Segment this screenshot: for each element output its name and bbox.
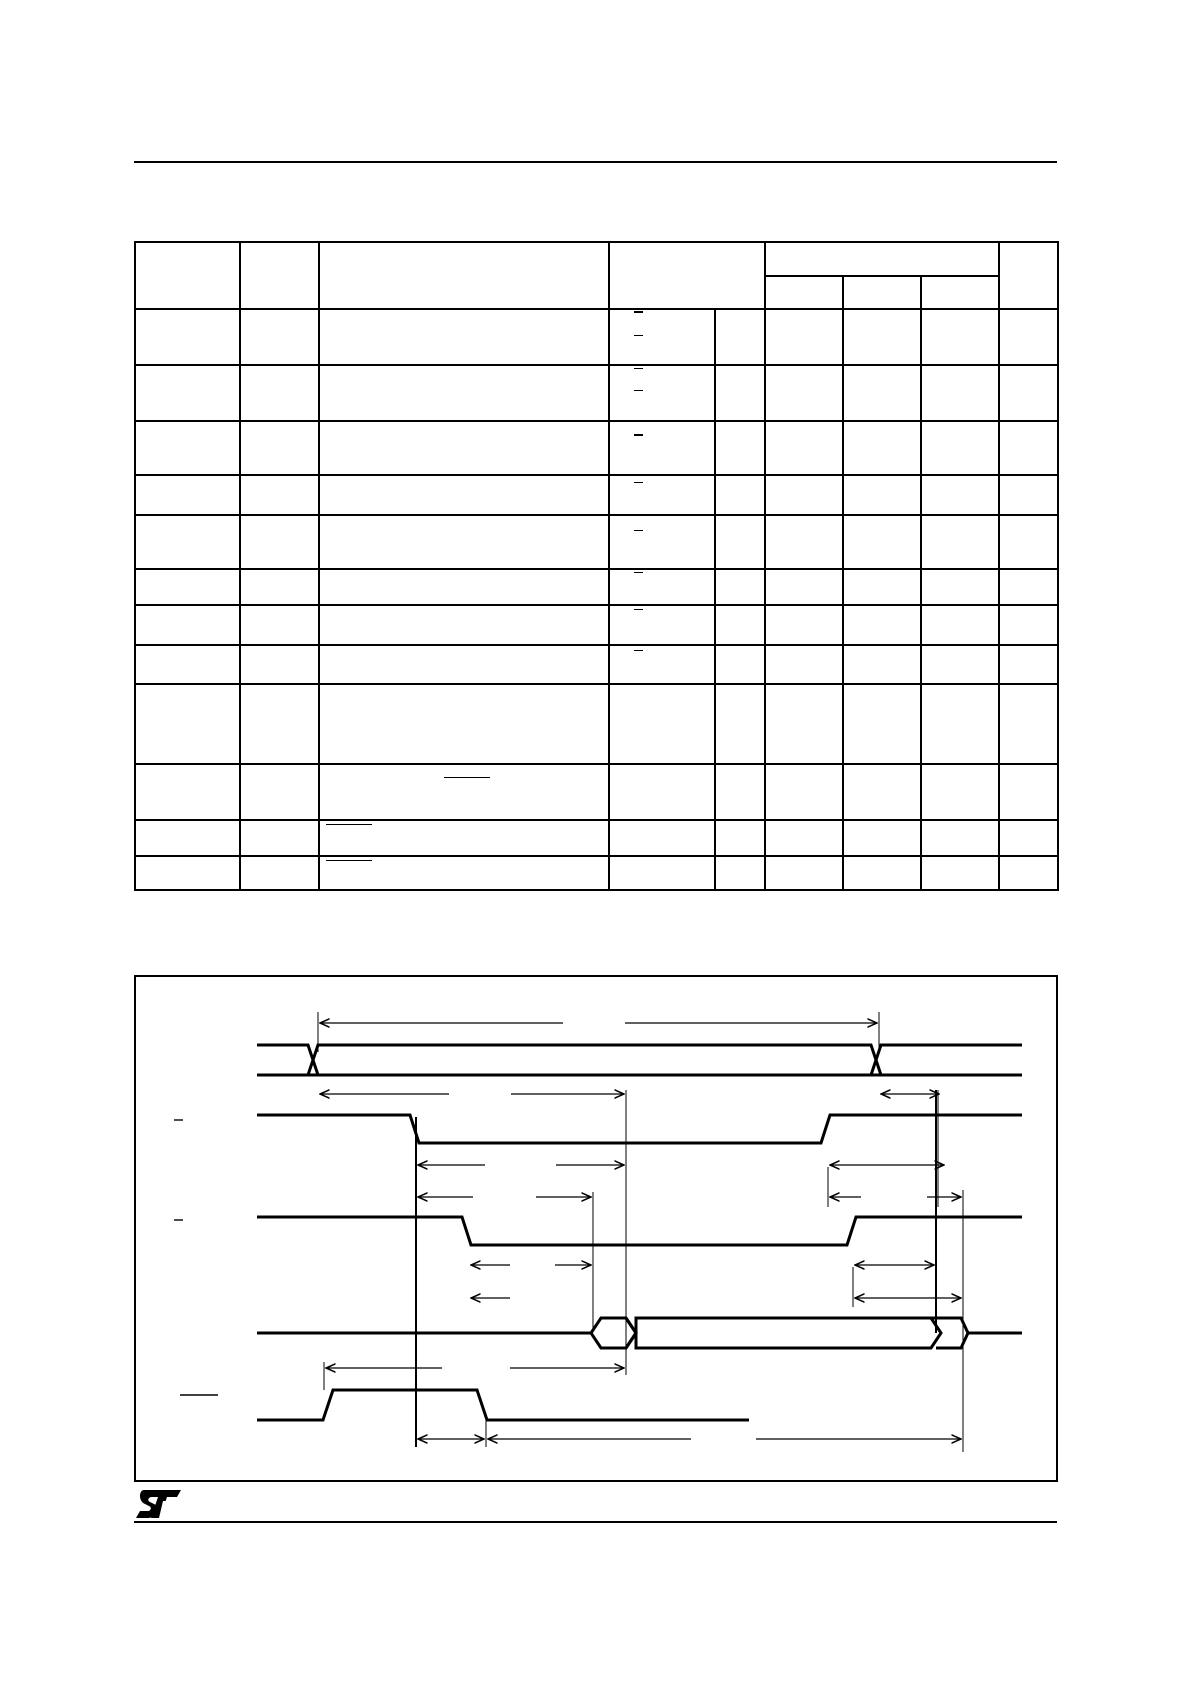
table-row: [135, 365, 1058, 421]
table-row: [135, 764, 1058, 820]
st-logo: [134, 1488, 182, 1520]
condition-cell: [609, 820, 715, 856]
signal-5-waveform: [257, 1390, 749, 1420]
signal-overbars: [174, 1120, 218, 1395]
read-timing-diagram: [134, 975, 1058, 1482]
header-cell-typ: [843, 276, 921, 309]
table-row: [135, 820, 1058, 856]
condition-cell: [609, 684, 715, 764]
condition-cell: [609, 645, 715, 684]
address-waveform: [257, 1045, 1022, 1075]
signal-2-waveform: [257, 1115, 1022, 1143]
header-cell-unit: [999, 242, 1058, 309]
header-cell-value-group: [765, 242, 999, 276]
header-cell-min: [765, 276, 843, 309]
header-cell-max: [921, 276, 999, 309]
table-row: [135, 515, 1058, 569]
header-cell-test-condition: [609, 242, 765, 309]
header-rule: [134, 161, 1057, 163]
data-waveform: [257, 1318, 1022, 1348]
footer-rule: [134, 1521, 1057, 1523]
signal-3-waveform: [257, 1217, 1022, 1245]
condition-cell: [609, 365, 715, 421]
ac-characteristics-table: [134, 241, 1059, 891]
condition-cell: [609, 421, 715, 475]
condition-cell: [609, 309, 715, 365]
header-cell-alt: [240, 242, 319, 309]
table-row: [135, 569, 1058, 605]
table-row: [135, 856, 1058, 890]
table-row: [135, 421, 1058, 475]
table-row: [135, 645, 1058, 684]
header-cell-symbol: [135, 242, 240, 309]
condition-cell: [609, 475, 715, 515]
table-row: [135, 309, 1058, 365]
table-header-row: [135, 242, 1058, 276]
condition-cell: [609, 605, 715, 645]
condition-cell: [609, 856, 715, 890]
table-row: [135, 475, 1058, 515]
timing-reference-lines: [318, 1012, 963, 1452]
table-row: [135, 684, 1058, 764]
timing-waveforms: [136, 977, 1056, 1480]
condition-cell: [609, 764, 715, 820]
table-row: [135, 605, 1058, 645]
condition-cell: [609, 515, 715, 569]
header-cell-parameter: [319, 242, 609, 309]
condition-cell: [609, 569, 715, 605]
